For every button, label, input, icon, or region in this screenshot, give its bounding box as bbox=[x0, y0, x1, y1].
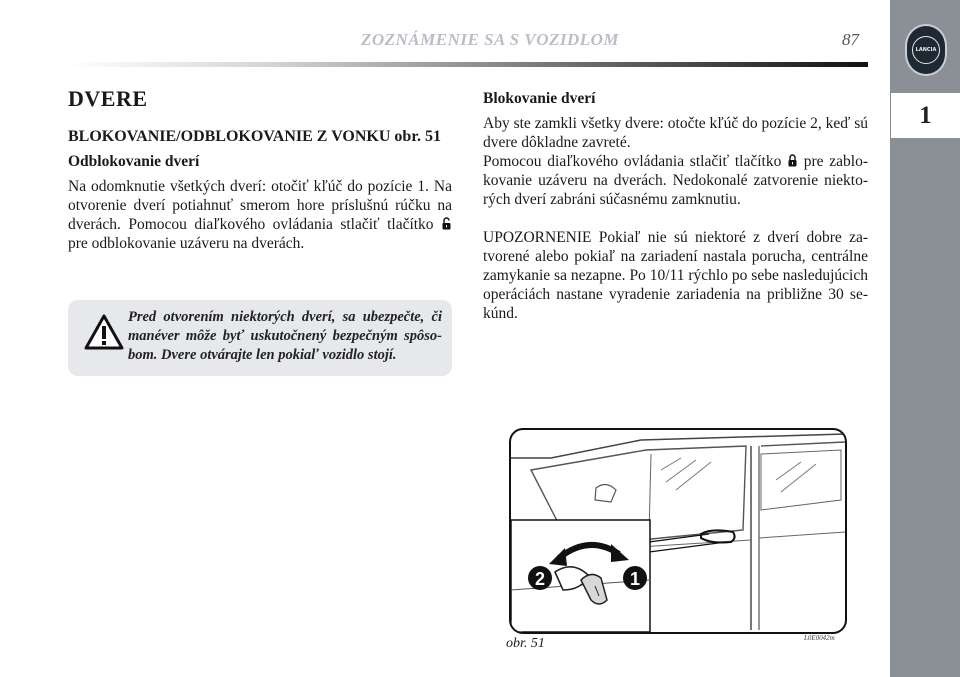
section-heading: DVERE bbox=[68, 86, 148, 111]
header-rule bbox=[68, 62, 868, 67]
unlock-icon bbox=[442, 217, 451, 230]
unlock-text-b: pre odblokovanie uzáveru na dverách. bbox=[68, 235, 305, 252]
lock-text-b: Pomocou diaľkového ovládania stlačiť tlačítko bbox=[483, 153, 782, 170]
warning-text: Pred otvorením niektorých dverí, sa ubezpečte, či manéver môže byť uskutočnený bezpečným spôso-bom. Dvere otvárajte len pokiaľ vozidlo stojí. bbox=[128, 309, 442, 363]
subsection-heading: BLOKOVANIE/ODBLOKOVANIE Z VONKU obr. 51 bbox=[68, 128, 441, 145]
unlock-title: Odblokovanie dverí bbox=[68, 153, 200, 170]
lancia-logo bbox=[905, 24, 947, 76]
lock-title: Blokovanie dverí bbox=[483, 90, 596, 107]
page-number: 87 bbox=[842, 30, 859, 49]
car-door-illustration bbox=[511, 430, 845, 632]
position-1-label: 1 bbox=[629, 569, 641, 589]
position-2-label: 2 bbox=[534, 569, 546, 589]
unlock-text-a: Na odomknutie všetkých dverí: otočiť kľúč do pozície 1. Na otvorenie dverí potiahnuť smerom hore príslušnú rúčku na dverách. Pomocou diaľkového ovládania stlačiť tlačítko bbox=[68, 178, 452, 233]
lock-icon bbox=[788, 154, 797, 167]
right-column bbox=[483, 90, 868, 323]
running-header: ZOZNÁMENIE SA S VOZIDLOM bbox=[360, 30, 620, 49]
logo-text: LANCIA bbox=[915, 47, 937, 53]
notice-paragraph: UPOZORNENIE Pokiaľ nie sú niektoré z dverí dobre za-tvorené alebo pokiaľ na zariadení nastala porucha, centrálne zamykanie sa nezapne. Po 10/11 rýchlo po sebe nasledujúcich operáciách nastane vyradenie zariadenia na približne 30 se-kúnd. bbox=[483, 229, 868, 322]
lock-paragraph-1: Aby ste zamkli všetky dvere: otočte kľúč do pozície 2, keď sú dvere dôkladne zavreté. bbox=[483, 115, 868, 151]
left-column bbox=[68, 86, 452, 253]
unlock-paragraph bbox=[68, 177, 452, 253]
figure-code: L0E0042m bbox=[804, 634, 835, 642]
lock-text-c: pre zablo-kovanie uzáveru na dverách. Nedokonalé zatvorenie niekto-rých dverí zabráni súčasnému zamknutiu. bbox=[483, 153, 868, 208]
warning-box bbox=[68, 300, 452, 376]
warning-triangle-icon bbox=[84, 314, 124, 350]
chapter-tab[interactable]: 1 bbox=[891, 93, 960, 138]
figure-caption: obr. 51 bbox=[506, 636, 545, 651]
lock-paragraph-2 bbox=[483, 152, 868, 209]
figure-car-door bbox=[509, 428, 847, 634]
logo-emblem bbox=[912, 36, 940, 64]
